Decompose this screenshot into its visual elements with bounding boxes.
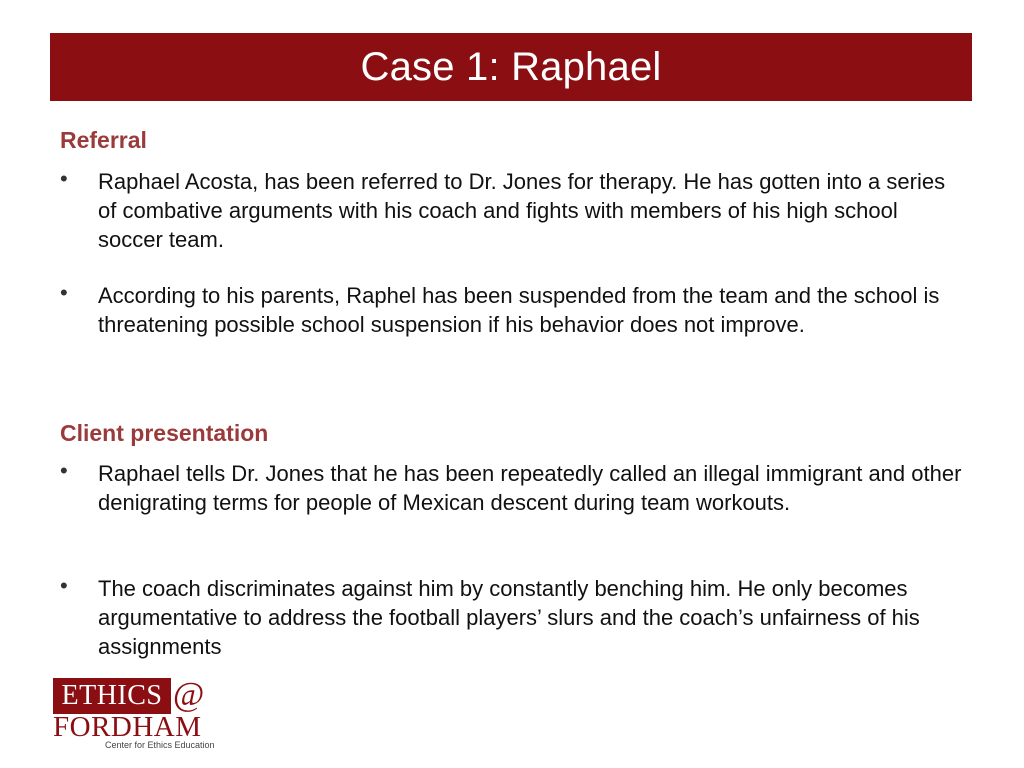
logo-at-sign: @ <box>173 676 205 713</box>
title-bar <box>50 33 972 101</box>
bullet-text: The coach discriminates against him by constantly benching him. He only becomes argumentative to address the football players’ slurs and the coach’s unfairness of his assignments <box>98 576 920 659</box>
bullet-icon: • <box>60 573 68 598</box>
logo-subtitle: Center for Ethics Education <box>105 740 215 750</box>
logo-ethics-word: ETHICS <box>61 680 163 711</box>
logo-fordham-word: FORDHAM <box>53 711 202 743</box>
slide-title: Case 1: Raphael <box>360 44 662 89</box>
bullet-icon: • <box>60 280 68 305</box>
client-presentation-heading: Client presentation <box>60 420 269 446</box>
bullet-icon: • <box>60 166 68 191</box>
referral-heading: Referral <box>60 127 147 153</box>
logo-ethics-box <box>53 678 171 714</box>
bullet-icon: • <box>60 458 68 483</box>
bullet-text: Raphael Acosta, has been referred to Dr. Jones for therapy. He has gotten into a series of combative arguments with his coach and fights with members of his high school soccer team. <box>98 169 946 252</box>
bullet-text: Raphael tells Dr. Jones that he has been repeatedly called an illegal immigrant and other denigrating terms for people of Mexican descent during team workouts. <box>98 461 962 515</box>
bullet-text: According to his parents, Raphel has been suspended from the team and the school is threatening possible school suspension if his behavior does not improve. <box>98 283 940 337</box>
ethics-fordham-logo <box>53 676 215 752</box>
